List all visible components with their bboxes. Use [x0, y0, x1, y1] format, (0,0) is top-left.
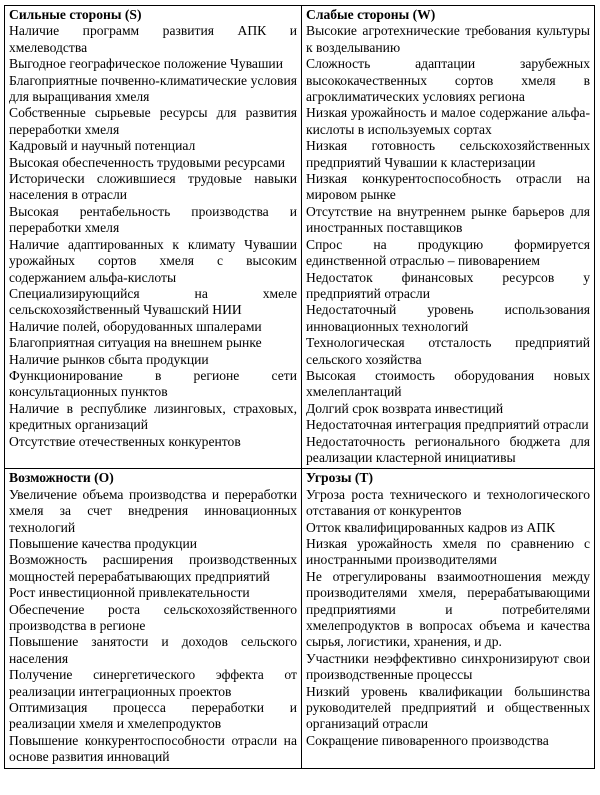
weakness-item: Низкая готовность сельскохозяйственных предприятий Чувашии к кластеризации [306, 138, 590, 170]
weakness-item: Недостаток финансовых ресурсов у предприятий отрасли [306, 269, 590, 301]
strength-item: Собственные сырьевые ресурсы для развития переработки хмеля [9, 105, 297, 137]
strengths-header: Сильные стороны (S) [9, 7, 142, 22]
strength-item: Специализирующийся на хмеле сельскохозяйственный Чувашский НИИ [9, 285, 297, 318]
weakness-item: Недостаточный уровень использования инновационных технологий [306, 302, 590, 334]
opportunity-item: Получение синергетического эффекта от реализации интеграционных проектов [9, 667, 297, 699]
opportunity-item: Оптимизация процесса переработки и реализации хмеля и хмелепродуктов [9, 700, 297, 732]
opportunity-item: Обеспечение роста сельскохозяйственного производства в регионе [9, 601, 297, 634]
strength-item: Наличие полей, оборудованных шпалерами [9, 318, 262, 334]
strength-item: Благоприятные почвенно-климатические условия для выращивания хмеля [9, 72, 297, 105]
weakness-item: Высокие агротехнические требования культуры к возделыванию [306, 23, 590, 55]
threat-item: Не отрегулированы взаимоотношения между производителями хмеля, перерабатывающими предприятиями и потребителями хмелепродуктов в вопросах объема и качества сырья, логистики, хранения, и др. [306, 568, 590, 650]
strength-item: Высокая рентабельность производства и переработки хмеля [9, 203, 297, 236]
opportunities-header: Возможности (O) [9, 470, 114, 486]
weakness-item: Низкая урожайность и малое содержание альфа-кислоты в используемых сортах [306, 105, 590, 137]
swot-row-external [5, 469, 595, 768]
weakness-item: Долгий срок возврата инвестиций [306, 400, 504, 416]
strength-item: Благоприятная ситуация на внешнем рынке [9, 335, 262, 351]
opportunity-item: Рост инвестиционной привлекательности [9, 585, 250, 601]
threat-item: Отток квалифицированных кадров из АПК [306, 519, 556, 535]
weakness-item: Сложность адаптации зарубежных высококачественных сортов хмеля в агроклиматических условиях региона [306, 56, 590, 105]
weaknesses-cell [302, 6, 595, 469]
strength-item: Кадровый и научный потенциал [9, 138, 196, 154]
strengths-cell [5, 6, 302, 469]
threat-item: Сокращение пивоваренного производства [306, 732, 549, 748]
strength-item: Наличие адаптированных к климату Чувашии урожайных сортов хмеля с высоким содержанием альфа-кислоты [9, 236, 297, 285]
weaknesses-header: Слабые стороны (W) [306, 7, 436, 22]
threat-item: Угроза роста технического и технологического отставания от конкурентов [306, 486, 590, 519]
threats-header: Угрозы (T) [306, 470, 373, 486]
opportunity-item: Повышение конкурентоспособности отрасли на основе развития инноваций [9, 732, 297, 765]
weakness-item: Низкая конкурентоспособность отрасли на мировом рынке [306, 171, 590, 203]
strength-item: Высокая обеспеченность трудовыми ресурсами [9, 154, 286, 170]
strength-item: Наличие рынков сбыта продукции [9, 351, 209, 367]
strength-item: Наличие в республике лизинговых, страховых, кредитных организаций [9, 400, 297, 433]
threat-item: Низкий уровень квалификации большинства руководителей предприятий и общественных организаций отрасли [306, 683, 590, 732]
threat-item: Участники неэффективно синхронизируют свои производственные процессы [306, 650, 590, 683]
weakness-item: Недостаточность регионального бюджета для реализации кластерной инициативы [306, 433, 590, 465]
weakness-item: Технологическая отсталость предприятий сельского хозяйства [306, 335, 590, 367]
weakness-item: Спрос на продукцию формируется единственной отраслью – пивоварением [306, 236, 590, 269]
strength-item: Отсутствие отечественных конкурентов [9, 433, 241, 449]
opportunities-cell [5, 469, 302, 768]
opportunity-item: Повышение качества продукции [9, 536, 198, 551]
swot-row-internal [5, 6, 595, 469]
opportunity-item: Возможность расширения производственных мощностей перерабатывающих предприятий [9, 552, 297, 584]
strength-item: Выгодное географическое положение Чувашии [9, 56, 283, 72]
weakness-item: Недостаточная интеграция предприятий отрасли [306, 417, 589, 433]
threats-cell [302, 469, 595, 768]
weakness-item: Отсутствие на внутреннем рынке барьеров для иностранных поставщиков [306, 203, 590, 236]
opportunity-item: Увеличение объема производства и переработки хмеля за счет внедрения инновационных технологий [9, 486, 297, 535]
strength-item: Функционирование в регионе сети консультационных пунктов [9, 367, 297, 400]
weakness-item: Высокая стоимость оборудования новых хмелеплантаций [306, 367, 590, 400]
threat-item: Низкая урожайность хмеля по сравнению с иностранными производителями [306, 536, 590, 568]
swot-table [4, 5, 595, 769]
opportunity-item: Повышение занятости и доходов сельского населения [9, 634, 297, 666]
strength-item: Исторически сложившиеся трудовые навыки населения в отрасли [9, 171, 297, 203]
strength-item: Наличие программ развития АПК и хмелеводства [9, 23, 297, 55]
